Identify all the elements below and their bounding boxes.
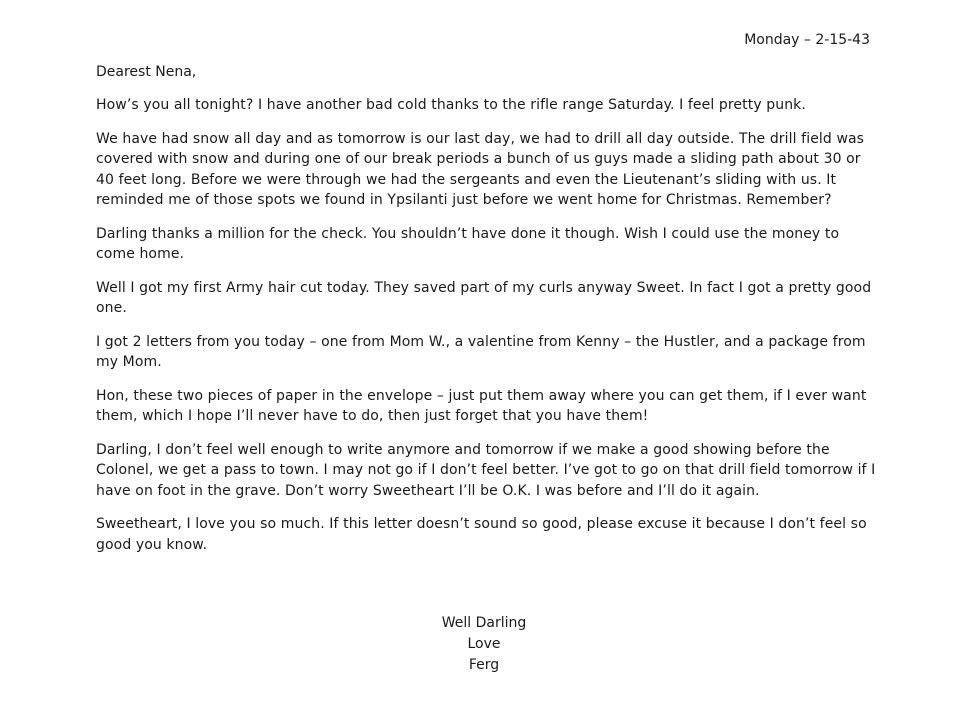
paragraph-snow-drill: We have had snow all day and as tomorrow is our last day, we had to drill all day outside. The drill field was covered with snow and during one of our break periods a bunch of us guys made a sliding path about 30 or 40 feet long. Before we were through we had the sergeants and even the Lieutenant’s sliding with us. It reminded me of those spots we found in Ypsilanti just before we went home for Christmas. Remember?	[96, 130, 865, 208]
paragraph-love: Sweetheart, I love you so much. If this letter doesn’t sound so good, please excuse it because I don’t feel so good you know.	[96, 516, 867, 553]
paragraph-rifle-range: How’s you all tonight? I have another bad cold thanks to the rifle range Saturday. I feel pretty punk.	[96, 97, 806, 113]
signature: Ferg	[468, 657, 500, 673]
paragraph-hair-cut: Well I got my first Army hair cut today. They saved part of my curls anyway Sweet. In fact I got a pretty good one.	[96, 279, 872, 316]
paragraph-envelope-papers: Hon, these two pieces of paper in the envelope – just put them away where you can get them, if I ever want them, which I hope I’ll never have to do, then just forget that you have them!	[96, 387, 867, 424]
paragraph-letters-received: I got 2 letters from you today – one from Mom W., a valentine from Kenny – the Hustler, and a package from my Mom.	[96, 333, 866, 370]
paragraph-not-feeling-well: Darling, I don’t feel well enough to write anymore and tomorrow if we make a good showing before the Colonel, we get a pass to town. I may not go if I don’t feel better. I’ve got to go on that drill field tomorrow if I have on foot in the grave. Don’t worry Sweetheart I’ll be O.K. I was before and I’ll do it again.	[96, 441, 876, 499]
closing-love: Love	[467, 636, 501, 652]
paragraph-check: Darling thanks a million for the check. You shouldn’t have done it though. Wish I could use the money to come home.	[96, 225, 840, 262]
salutation: Dearest Nena,	[96, 64, 197, 80]
letter-date: Monday – 2-15-43	[744, 32, 870, 48]
closing-line: Well Darling	[441, 615, 527, 631]
letter-body	[96, 62, 876, 568]
letter-closing	[384, 613, 584, 676]
